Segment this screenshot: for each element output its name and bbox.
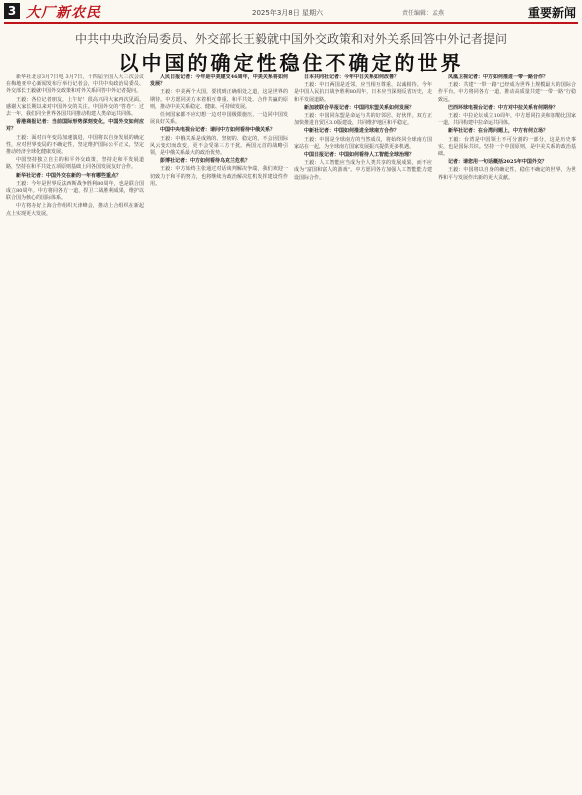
article-paragraph: 香港商报记者：当前国际形势深刻变化，中国外交如何应对？ — [6, 119, 144, 133]
article-column — [6, 74, 144, 786]
article-paragraph: 王毅：中方始终主张通过对话谈判解决争端，我们欢迎一切致力于和平的努力，也将继续为政治解决危机发挥建设性作用。 — [150, 166, 288, 187]
article-paragraph: 日本共同社记者：今年中日关系如何改善？ — [304, 74, 400, 80]
article-body — [6, 74, 576, 786]
article-paragraph: 巴西环球电视台记者：中方对中拉关系有何期待？ — [448, 104, 559, 111]
article-paragraph: 任何国家都不应幻想一边对中国极限施压，一边同中国发展良好关系。 — [150, 112, 288, 126]
article-paragraph: 王毅：各位记者朋友，上午好！很高兴同大家再次见面。感谢大家长期以来对中国外交的关注。中国外交的“答卷”：过去一年，我们同全世界各国共同推动构建人类命运共同体。 — [6, 96, 144, 118]
article-paragraph: 王毅：中拉论坛成立10周年，中方愿同拉美和加勒比国家一道，共同构建中拉命运共同体。 — [438, 113, 576, 127]
editor-credit: 责任编辑：孟燕 — [402, 10, 445, 17]
article-paragraph: 中国日报记者：中国如何看待人工智能全球治理？ — [304, 152, 415, 159]
article-column — [294, 74, 432, 786]
article-paragraph: 王毅：中国是全球南方的当然成员，将始终同全球南方国家站在一起，为全球南方国家发展振兴提供更多机遇。 — [294, 136, 432, 150]
newspaper-name: 大厂新农民 — [26, 5, 101, 21]
article-headline: 以中国的确定性稳住不确定的世界 — [118, 51, 464, 75]
article-paragraph: 王毅：中国将以自身的确定性，稳住不确定的世界，为世界和平与发展作出新的更大贡献。 — [438, 167, 576, 181]
article-paragraph: 新华社记者：中国外交在新的一年有哪些重点？ — [16, 172, 122, 179]
article-paragraph: 王毅：中美两个大国，要找到正确相处之道，这是世界的期待。中方愿同美方本着相互尊重、和平共处、合作共赢的原则，推动中美关系稳定、健康、可持续发展。 — [150, 89, 288, 110]
header-rule — [4, 22, 578, 24]
section-title: 重要新闻 — [527, 6, 576, 20]
article-paragraph: 王毅：台湾是中国领土不可分割的一部分，这是历史事实，也是国际共识。坚持一个中国原则，是中美关系的政治基础。 — [438, 136, 576, 158]
article-paragraph: 王毅：人工智能应当成为全人类共享的发展成果，而不应成为“富国和富人的游戏”。中方愿同各方加强人工智能能力建设国际合作。 — [294, 160, 432, 181]
article-paragraph: 新华社北京3月7日电 3月7日，十四届全国人大三次会议在梅地亚中心新闻发布厅举行记者会，中共中央政治局委员、外交部长王毅就中国外交政策和对外关系回答中外记者提问。 — [6, 74, 144, 95]
article-paragraph: 王毅：共建“一带一路”已经成为世界上规模最大的国际合作平台。中方将同各方一道，推动高质量共建“一带一路”行稳致远。 — [438, 82, 576, 103]
masthead — [0, 0, 582, 26]
article-column — [150, 74, 288, 786]
article-paragraph: 中国中央电视台记者：请问中方如何看待中俄关系？ — [160, 127, 276, 134]
article-paragraph: 新华社记者：在台湾问题上，中方有何立场？ — [448, 128, 549, 135]
article-paragraph: 记者：请您用一句话概括2025年中国外交？ — [448, 159, 547, 166]
article-kicker: 中共中央政治局委员、外交部长王毅就中国外交政策和对外关系回答中外记者提问 — [74, 32, 507, 46]
article-paragraph: 中新社记者：中国如何推进全球南方合作？ — [304, 128, 400, 135]
article-paragraph: 中方将办好上海合作组织天津峰会，推动上合组织在新起点上实现更大发展。 — [6, 203, 144, 217]
article-paragraph: 王毅：中日两国是近邻，应当相互尊重、以诚相待。今年是中国人民抗日战争胜利80周年，日本应当深刻反省历史，走和平发展道路。 — [294, 82, 432, 103]
article-paragraph: 王毅：面对百年变局加速演进，中国将以自身发展的确定性，应对世界变局的不确定性，坚定维护国际公平正义，坚定推动经济全球化健康发展。 — [6, 134, 144, 156]
article-paragraph: 凤凰卫视记者：中方如何推进一带一路合作？ — [448, 74, 549, 80]
article-paragraph: 新加坡联合早报记者：中国同东盟关系如何发展？ — [304, 104, 415, 111]
article-paragraph: 王毅：今年是世界反法西斯战争胜利80周年，也是联合国成立80周年。中方将同各方一道，捍卫二战胜利成果，维护以联合国为核心的国际体系。 — [6, 180, 144, 202]
article-paragraph: 彭博社记者：中方如何看待乌克兰危机？ — [160, 158, 251, 165]
article-column — [438, 74, 576, 786]
page-number: 3 — [4, 3, 20, 19]
article-paragraph: 王毅：中俄关系是成熟的、坚韧的、稳定的，不会因国际风云变幻而改变，更不会受第三方干扰。两国元首的战略引领，是中俄关系最大的政治优势。 — [150, 135, 288, 157]
article-paragraph: 中国坚持独立自主的和平外交政策，坚持走和平发展道路，坚持在和平共处五项原则基础上同各国发展友好合作。 — [6, 157, 144, 171]
publication-date: 2025年3月8日 星期六 — [252, 9, 323, 17]
article-paragraph: 人民日报记者：今年是中美建交46周年，中美关系将如何发展？ — [150, 74, 288, 88]
article-paragraph: 王毅：中国同东盟是命运与共的好邻居、好伙伴。双方正加快推进自贸区3.0版建设，共同维护地区和平稳定。 — [294, 113, 432, 127]
